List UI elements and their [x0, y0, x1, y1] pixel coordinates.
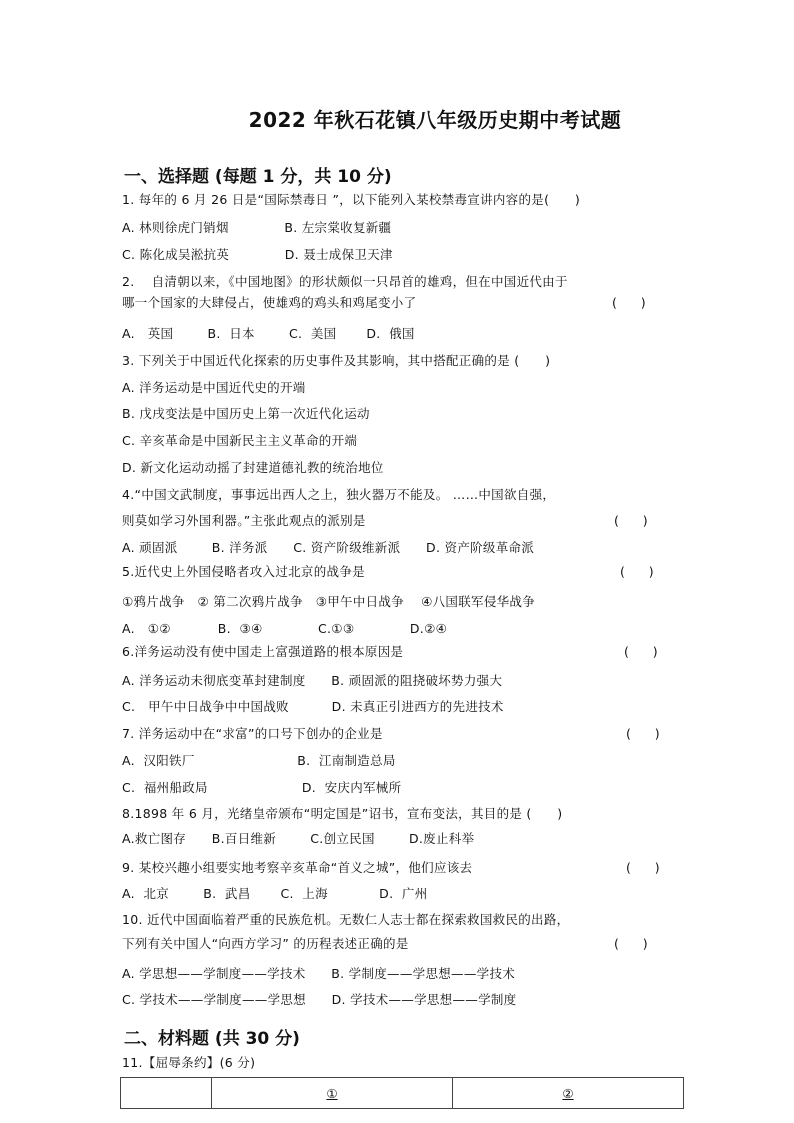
question-11-heading: 11.【屈辱条约】(6 分)	[122, 1055, 256, 1070]
section-choice-heading: 一、选择题 (每题 1 分，共 10 分)	[124, 167, 392, 187]
q6-options-ab: A. 洋务运动未彻底变革封建制度 B. 顽固派的阻挠破坏势力强大	[122, 673, 503, 688]
answer-paren: ( )	[612, 295, 646, 310]
question-4-stem: 4.“中国文武制度，事事远出西人之上，独火器万不能及。 ……中国欲自强，	[122, 487, 556, 502]
q7-options-cd: C. 福州船政局 D. 安庆内军械所	[122, 780, 402, 795]
q3-option-d: D. 新文化运动动摇了封建道德礼教的统治地位	[122, 460, 384, 475]
table-cell	[453, 1078, 684, 1109]
q7-options-ab: A. 汉阳铁厂 B. 江南制造总局	[122, 753, 396, 768]
q3-option-b: B. 戊戌变法是中国历史上第一次近代化运动	[122, 406, 370, 421]
treaty-table	[120, 1077, 684, 1109]
section-material-heading: 二、材料题 (共 30 分)	[124, 1029, 300, 1049]
question-3-stem: 3. 下列关于中国近代化探索的历史事件及其影响，其中搭配正确的是 ( )	[122, 353, 551, 368]
question-1-stem: 1. 每年的 6 月 26 日是“国际禁毒日 ”，以下能列入某校禁毒宣讲内容的是( )	[122, 192, 581, 207]
q6-options-cd: C. 甲午中日战争中中国战败 D. 未真正引进西方的先进技术	[122, 699, 504, 714]
question-2-stem-cont: 哪一个国家的大肆侵占，使雄鸡的鸡头和鸡尾变小了	[122, 295, 417, 310]
q5-items: ①鸦片战争 ② 第二次鸦片战争 ③甲午中日战争 ④八国联军侵华战争	[122, 594, 536, 609]
q8-options: A.救亡图存 B.百日维新 C.创立民国 D.废止科举	[122, 831, 475, 846]
question-10-stem-cont: 下列有关中国人“向西方学习” 的历程表述正确的是	[122, 936, 409, 951]
q9-options: A. 北京 B. 武昌 C. 上海 D. 广州	[122, 886, 428, 901]
answer-paren: ( )	[626, 726, 660, 741]
question-6-stem: 6.洋务运动没有使中国走上富强道路的根本原因是	[122, 644, 404, 659]
exam-title: 2022 年秋石花镇八年级历史期中考试题	[248, 108, 622, 132]
answer-paren: ( )	[614, 936, 648, 951]
answer-paren: ( )	[620, 564, 654, 579]
answer-paren: ( )	[614, 513, 648, 528]
q10-options-cd: C. 学技术——学制度——学思想 D. 学技术——学思想——学制度	[122, 992, 517, 1007]
table-cell	[212, 1078, 453, 1109]
question-4-stem-cont: 则莫如学习外国利器。”主张此观点的派别是	[122, 513, 366, 528]
q3-option-a: A. 洋务运动是中国近代史的开端	[122, 380, 306, 395]
answer-paren: ( )	[624, 644, 658, 659]
question-8-stem: 8.1898 年 6 月，光绪皇帝颁布“明定国是”诏书，宣布变法，其目的是 ( )	[122, 806, 563, 821]
blank-2: ②	[562, 1085, 574, 1101]
q2-options: A. 英国 B. 日本 C. 美国 D. 俄国	[122, 326, 415, 341]
question-10-stem: 10. 近代中国面临着严重的民族危机。无数仁人志士都在探索救国救民的出路，	[122, 912, 570, 927]
question-7-stem: 7. 洋务运动中在“求富”的口号下创办的企业是	[122, 726, 383, 741]
q10-options-ab: A. 学思想——学制度——学技术 B. 学制度——学思想——学技术	[122, 966, 516, 981]
question-2-stem: 2. 自清朝以来，《中国地图》的形状颇似一只昂首的雄鸡，但在中国近代由于	[122, 274, 568, 289]
blank-1: ①	[326, 1085, 338, 1101]
q3-option-c: C. 辛亥革命是中国新民主主义革命的开端	[122, 433, 358, 448]
q1-options-cd: C. 陈化成吴淞抗英 D. 聂士成保卫天津	[122, 247, 393, 262]
q5-options: A. ①② B. ③④ C.①③ D.②④	[122, 621, 448, 636]
q1-options-ab: A. 林则徐虎门销烟 B. 左宗棠收复新疆	[122, 220, 392, 235]
question-9-stem: 9. 某校兴趣小组要实地考察辛亥革命“首义之城”，他们应该去	[122, 860, 473, 875]
answer-paren: ( )	[626, 860, 660, 875]
question-5-stem: 5.近代史上外国侵略者攻入过北京的战争是	[122, 564, 365, 579]
table-row	[121, 1078, 684, 1109]
q4-options: A. 顽固派 B. 洋务派 C. 资产阶级维新派 D. 资产阶级革命派	[122, 540, 535, 555]
table-cell	[121, 1078, 212, 1109]
